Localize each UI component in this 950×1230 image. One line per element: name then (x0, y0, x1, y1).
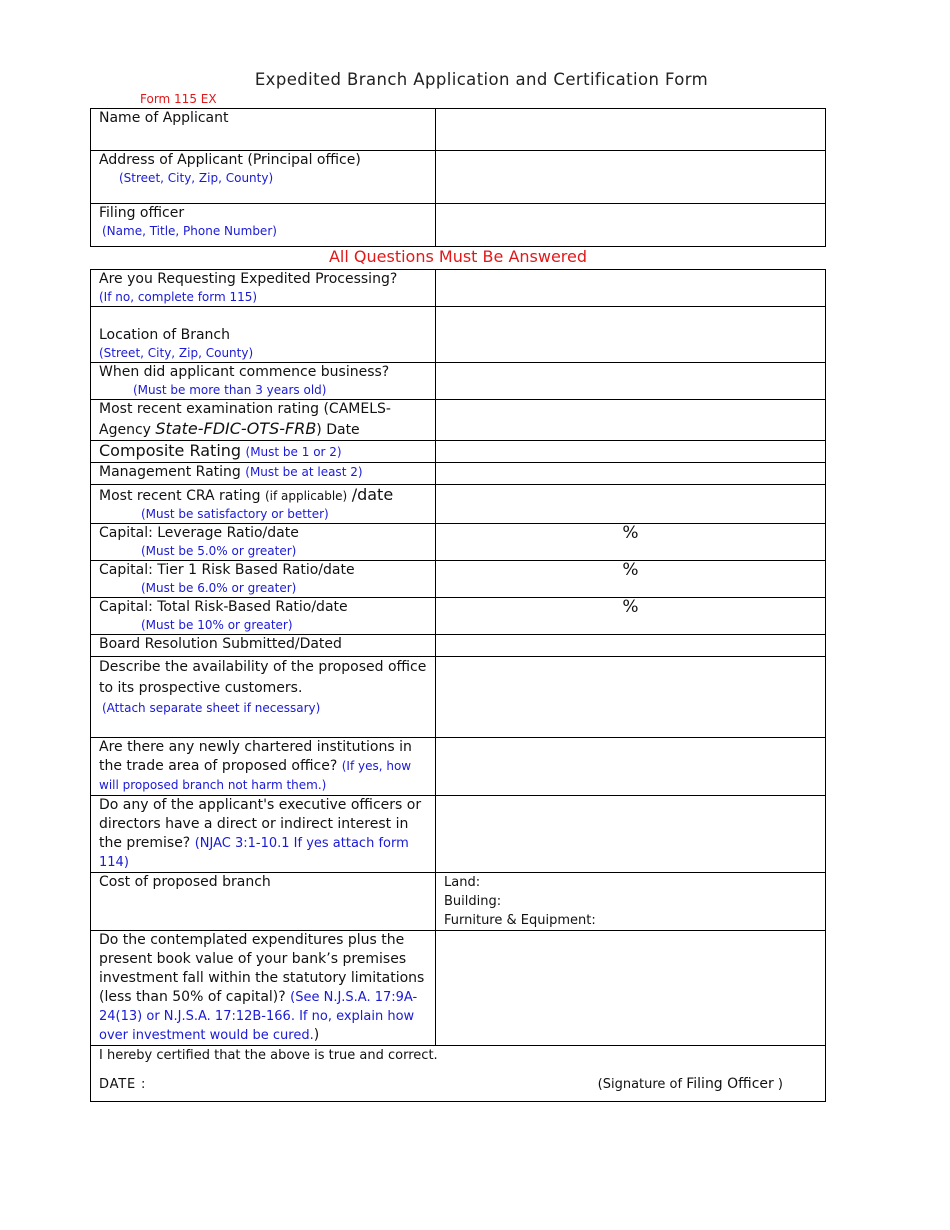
tier1-label: Capital: Tier 1 Risk Based Ratio/date (99, 562, 355, 578)
board-resolution-field[interactable] (436, 635, 826, 657)
newly-chartered-note: (If yes, how will proposed branch not harm them.) (99, 759, 412, 792)
cra-date: /date (351, 485, 394, 504)
address-label: Address of Applicant (Principal office) (99, 152, 361, 168)
location-field[interactable] (436, 307, 826, 363)
location-note: (Street, City, Zip, County) (99, 346, 254, 360)
expenditures-label: Do the contemplated expenditures plus the present book value of your bank’s premises investment fall within the statutory limitations (less than 50% of capital)? (99, 932, 425, 1005)
total-risk-percent: % (622, 597, 639, 617)
exam-agency-text: Agency (99, 422, 156, 438)
signature-line[interactable] (598, 1075, 783, 1094)
form-title: Expedited Branch Application and Certification Form (254, 70, 709, 89)
cost-furniture: Furniture & Equipment: (444, 913, 596, 928)
filing-officer-label: Filing officer (99, 205, 185, 221)
row-total-risk (91, 598, 826, 635)
row-management (91, 463, 826, 485)
row-certification (91, 1046, 826, 1102)
certification-statement: I hereby certified that the above is true and correct. (99, 1048, 438, 1063)
exam-rating-field[interactable] (436, 400, 826, 441)
exam-agencies: State-FDIC-OTS-FRB (155, 419, 317, 438)
row-name-of-applicant (91, 109, 826, 151)
cra-label: Most recent CRA rating (99, 488, 261, 504)
leverage-percent: % (622, 523, 639, 543)
officer-interest-field[interactable] (436, 796, 826, 873)
row-location (91, 307, 826, 363)
exam-rating-label: Most recent examination rating (CAMELS- (99, 401, 391, 417)
row-filing-officer (91, 204, 826, 247)
management-label: Management Rating (99, 464, 241, 480)
total-risk-field[interactable] (436, 598, 826, 635)
officer-interest-note: (NJAC 3:1-10.1 If yes attach form 114) (99, 836, 409, 870)
cra-field[interactable] (436, 485, 826, 524)
row-expedited (91, 270, 826, 307)
cra-applicable: (if applicable) (264, 489, 348, 503)
row-leverage (91, 524, 826, 561)
commence-field[interactable] (436, 363, 826, 400)
management-note: (Must be at least 2) (245, 465, 363, 479)
availability-field[interactable] (436, 657, 826, 738)
cell-name-label (91, 109, 436, 151)
row-board-resolution (91, 635, 826, 657)
management-field[interactable] (436, 463, 826, 485)
composite-note: (Must be 1 or 2) (245, 445, 342, 459)
tier1-field[interactable] (436, 561, 826, 598)
exam-rating-label-2 (99, 419, 427, 440)
composite-label: Composite Rating (99, 441, 242, 460)
board-resolution-label: Board Resolution Submitted/Dated (99, 636, 342, 652)
leverage-field[interactable] (436, 524, 826, 561)
row-cra (91, 485, 826, 524)
cost-label: Cost of proposed branch (99, 874, 271, 890)
cost-building: Building: (444, 894, 502, 909)
exam-date-text: ) Date (316, 422, 360, 438)
newly-chartered-field[interactable] (436, 738, 826, 796)
section-heading: All Questions Must Be Answered (328, 247, 588, 266)
row-availability (91, 657, 826, 738)
row-exam-rating (91, 400, 826, 441)
row-expenditures (91, 931, 826, 1046)
expedited-field[interactable] (436, 270, 826, 307)
location-label: Location of Branch (99, 327, 230, 343)
name-of-applicant-field[interactable] (436, 109, 826, 151)
signature-prefix: (Signature of (597, 1077, 687, 1092)
row-tier1 (91, 561, 826, 598)
tier1-percent: % (622, 560, 639, 580)
signature-main: Filing Officer (686, 1076, 774, 1092)
leverage-note: (Must be 5.0% or greater) (141, 544, 297, 558)
applicant-table (90, 108, 826, 247)
availability-note: (Attach separate sheet if necessary) (102, 701, 321, 715)
expedited-label: Are you Requesting Expedited Processing? (99, 271, 398, 287)
signature-suffix: ) (777, 1077, 783, 1092)
name-of-applicant-label: Name of Applicant (99, 110, 229, 126)
newly-chartered-label: Are there any newly chartered institutions in the trade area of proposed office? (99, 739, 412, 774)
questions-table (90, 269, 826, 1102)
row-officer-interest (91, 796, 826, 873)
commence-label: When did applicant commence business? (99, 364, 390, 380)
cra-note: (Must be satisfactory or better) (141, 507, 329, 521)
filing-officer-note: (Name, Title, Phone Number) (102, 224, 277, 238)
row-address (91, 151, 826, 204)
cell-officer-label (91, 204, 436, 247)
leverage-label: Capital: Leverage Ratio/date (99, 525, 299, 541)
expenditures-field[interactable] (436, 931, 826, 1046)
availability-label: Describe the availability of the proposed office to its prospective customers. (99, 659, 427, 696)
tier1-note: (Must be 6.0% or greater) (141, 581, 297, 595)
commence-note: (Must be more than 3 years old) (133, 383, 327, 397)
officer-interest-label: Do any of the applicant's executive officers or directors have a direct or indirect interest in the premise? (99, 797, 422, 851)
expedited-note: (If no, complete form 115) (99, 290, 258, 304)
expenditures-note: (See N.J.S.A. 17:9A-24(13) or N.J.S.A. 17:12B-166. If no, explain how over investment would be cured. (99, 990, 418, 1043)
filing-officer-field[interactable] (436, 204, 826, 247)
cost-land: Land: (444, 875, 481, 890)
total-risk-note: (Must be 10% or greater) (141, 618, 293, 632)
cell-address-label (91, 151, 436, 204)
cost-field[interactable] (436, 873, 826, 931)
total-risk-label: Capital: Total Risk-Based Ratio/date (99, 599, 348, 615)
form-number: Form 115 EX (140, 92, 217, 106)
row-newly-chartered (91, 738, 826, 796)
composite-field[interactable] (436, 441, 826, 463)
address-note: (Street, City, Zip, County) (119, 171, 274, 185)
row-cost (91, 873, 826, 931)
row-commence (91, 363, 826, 400)
row-composite (91, 441, 826, 463)
expenditures-close: ) (313, 1027, 320, 1043)
date-label: DATE : (99, 1077, 147, 1092)
address-field[interactable] (436, 151, 826, 204)
